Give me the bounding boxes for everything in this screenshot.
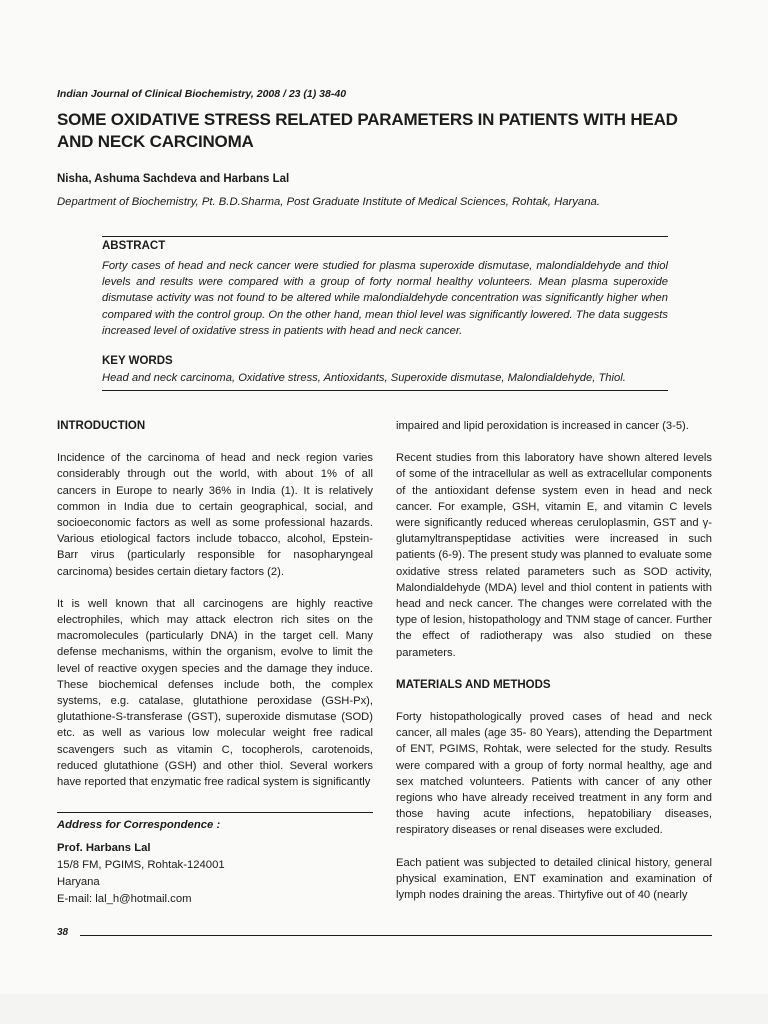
right-column — [396, 418, 712, 919]
address-line-1: 15/8 FM, PGIMS, Rohtak-124001 — [57, 859, 225, 871]
intro-paragraph-3: impaired and lipid peroxidation is increased in cancer (3-5). — [396, 420, 689, 432]
introduction-heading: INTRODUCTION — [57, 420, 146, 432]
methods-heading: MATERIALS AND METHODS — [396, 678, 551, 691]
address-name: Prof. Harbans Lal — [57, 842, 151, 854]
abstract-top-rule — [102, 236, 668, 237]
footer-rule — [80, 935, 712, 936]
methods-paragraph-2: Each patient was subjected to detailed clinical history, general physical examination, ENT examination and examination of lymph nodes draining the areas. Thirtyfive out of 40 (nearly — [396, 856, 712, 902]
journal-citation: Indian Journal of Clinical Biochemistry, 2008 / 23 (1) 38-40 — [57, 88, 347, 100]
intro-paragraph-2: It is well known that all carcinogens are highly reactive electrophiles, which may attack electron rich sites on the macromolecules (particularly DNA) in the target cell. Many defense mechanisms, within the organism, evolve to limit the level of reactive oxygen species and the damage they induce. These biochemical defenses include both, the complex systems, e.g. catalase, glutathione peroxidase (GSH-Px), glutathione-S-transferase (GST), superoxide dismutase (SOD) etc. as well as various low molecular weight free radical scavengers such as vitamin C, tocopherols, carotenoids, reduced glutathione (GSH) and other thiol. Several workers have reported that enzymatic free radical system is significantly — [57, 597, 373, 789]
left-column — [57, 418, 373, 806]
address-label: Address for Correspondence : — [57, 819, 221, 831]
keywords-text: Head and neck carcinoma, Oxidative stress, Antioxidants, Superoxide dismutase, Malondialdehyde, Thiol. — [102, 372, 626, 384]
abstract-text: Forty cases of head and neck cancer were studied for plasma superoxide dismutase, malondialdehyde and thiol levels and results were compared with a group of forty normal healthy volunteers. Mean plasma superoxide dismutase activity was not found to be altered while malondialdehyde concentration was significantly higher when compared with the control group. On the other hand, mean thiol level was significantly lowered. The data suggests increased level of oxidative stress in patients with head and neck cancer. — [102, 260, 668, 337]
address-line-2: Haryana — [57, 876, 100, 888]
paper-title: SOME OXIDATIVE STRESS RELATED PARAMETERS IN PATIENTS WITH HEAD AND NECK CARCINOMA — [57, 110, 678, 151]
page-number: 38 — [57, 927, 69, 938]
intro-paragraph-4: Recent studies from this laboratory have shown altered levels of some of the intracellular as well as extracellular components of the antioxidant defense system even in head and neck cancer. For example, GSH, vitamin E, and vitamin C levels were significantly reduced whereas ceruloplasmin, GST and γ-glutamyltranspeptidase activities were increased in such patients (6-9). The present study was planned to evaluate some oxidative stress related parameters such as SOD activity, Malondialdehyde (MDA) level and thiol content in patients with head and neck cancer. The changes were correlated with the type of lesion, histopathology and TNM stage of cancer. Further the effect of radiotherapy was also studied on these parameters. — [396, 452, 712, 659]
affiliation: Department of Biochemistry, Pt. B.D.Sharma, Post Graduate Institute of Medical Sciences, Rohtak, Haryana. — [57, 196, 600, 208]
methods-paragraph-1: Forty histopathologically proved cases of head and neck cancer, all males (age 35- 80 Years), attending the Department of ENT, PGIMS, Rohtak, were selected for the study. Results were compared with a group of forty normal healthy, age and sex matched volunteers. Patients with cancer of any other regions who have already received treatment in any form and those having acute infections, hepatobiliary diseases, respiratory diseases or renal diseases were excluded. — [396, 711, 712, 837]
keywords-heading: KEY WORDS — [102, 355, 173, 367]
keywords-bottom-rule — [102, 390, 668, 391]
address-email: E-mail: lal_h@hotmail.com — [57, 893, 192, 905]
intro-paragraph-1: Incidence of the carcinoma of head and neck region varies considerably through out the world, with about 1% of all cancers in Europe to nearly 36% in India (1). It is relatively common in India due to certain geographical, social, and socioeconomic factors as well as some professional hazards. Various etiological factors include tobacco, alcohol, Epstein-Barr virus (particularly responsible for nasopharyngeal carcinoma) besides certain dietary factors (2). — [57, 452, 373, 578]
footnote-rule — [57, 812, 373, 813]
abstract-heading: ABSTRACT — [102, 240, 166, 252]
authors: Nisha, Ashuma Sachdeva and Harbans Lal — [57, 173, 290, 185]
correspondence-address — [57, 817, 373, 908]
